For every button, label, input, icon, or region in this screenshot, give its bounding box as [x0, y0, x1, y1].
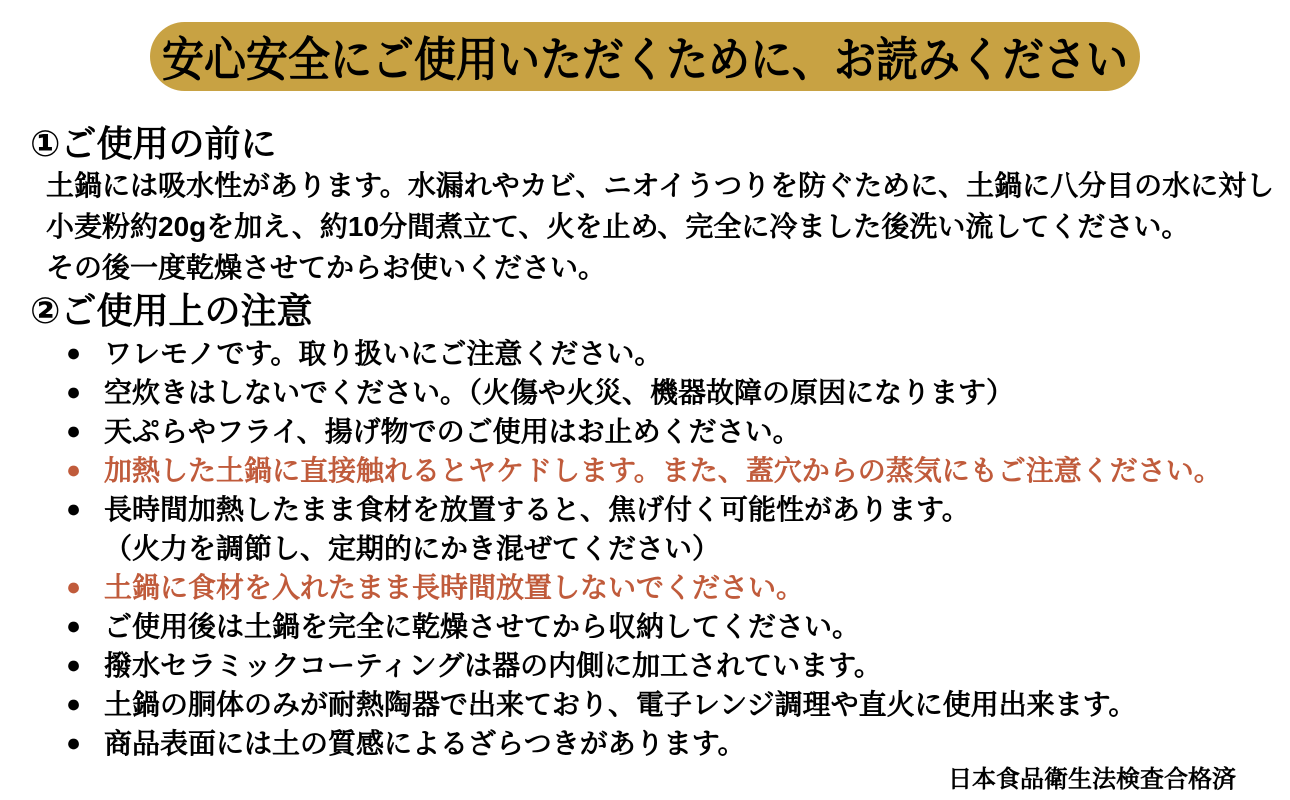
note-text	[104, 334, 662, 373]
note-text-line: 空炊きはしないでください。（火傷や火災、機器故障の原因になります）	[104, 377, 1015, 408]
note-text-line: 撥水セラミックコーティングは器の内側に加工されています。	[104, 650, 882, 681]
note-text-line: ワレモノです。取り扱いにご注意ください。	[104, 338, 663, 369]
note-text-line: 土鍋の胴体のみが耐熱陶器で出来ており、電子レンジ調理や直火に使用出来ます。	[104, 689, 1137, 720]
note-text	[104, 607, 860, 646]
note-text	[104, 646, 882, 685]
list-item	[66, 451, 1270, 490]
notes-list	[30, 334, 1270, 763]
bullet-icon: ●	[66, 378, 82, 406]
list-item	[66, 607, 1270, 646]
instructions-content	[0, 123, 1290, 795]
note-text-line: 加熱した土鍋に直接触れるとヤケドします。また、蓋穴からの蒸気にもご注意ください。	[104, 455, 1222, 486]
list-item	[66, 568, 1270, 607]
pre-use-paragraph-line: 土鍋には吸水性があります。水漏れやカビ、ニオイうつりを防ぐために、土鍋に八分目の水に対し	[46, 170, 1275, 201]
note-text-line: 土鍋に食材を入れたまま長時間放置しないでください。	[104, 572, 805, 603]
bullet-icon: ●	[66, 690, 82, 718]
bullet-icon: ●	[66, 573, 82, 601]
list-item	[66, 373, 1270, 412]
pre-use-paragraph-line: その後一度乾燥させてからお使いください。	[46, 252, 607, 283]
bullet-icon: ●	[66, 729, 82, 757]
banner-title: 安心安全にご使用いただくために、お読みください	[161, 32, 1128, 86]
note-text	[104, 568, 804, 607]
safety-banner	[150, 22, 1140, 91]
note-text	[104, 451, 1222, 490]
list-item	[66, 334, 1270, 373]
note-text-line: 商品表面には土の質感によるざらつきがあります。	[104, 728, 746, 759]
certification-note: 日本食品衛生法検査合格済	[948, 766, 1236, 793]
list-item	[66, 646, 1270, 685]
note-text	[104, 724, 745, 763]
note-text-line: 天ぷらやフライ、揚げ物でのご使用はお止めください。	[104, 416, 801, 447]
note-text-line: 長時間加熱したまま食材を放置すると、焦げ付く可能性があります。	[104, 494, 970, 525]
note-text	[104, 685, 1136, 724]
bullet-icon: ●	[66, 612, 82, 640]
bullet-icon: ●	[66, 651, 82, 679]
section-heading-cautions: ②ご使用上の注意	[30, 290, 313, 331]
bullet-icon: ●	[66, 417, 82, 445]
note-text	[104, 373, 1014, 412]
list-item	[66, 724, 1270, 763]
bullet-icon: ●	[66, 339, 82, 367]
section-heading-before-use: ①ご使用の前に	[30, 123, 277, 164]
list-item	[66, 685, 1270, 724]
note-text-line: （火力を調節し、定期的にかき混ぜてください）	[104, 533, 721, 564]
list-item	[66, 412, 1270, 451]
bullet-icon: ●	[66, 495, 82, 523]
note-text	[104, 490, 970, 568]
bullet-icon: ●	[66, 456, 82, 484]
list-item	[66, 490, 1270, 568]
note-text-line: ご使用後は土鍋を完全に乾燥させてから収納してください。	[104, 611, 861, 642]
note-text	[104, 412, 801, 451]
pre-use-paragraph-line: 小麦粉約20gを加え、約10分間煮立て、火を止め、完全に冷ました後洗い流してください。	[46, 211, 1190, 242]
